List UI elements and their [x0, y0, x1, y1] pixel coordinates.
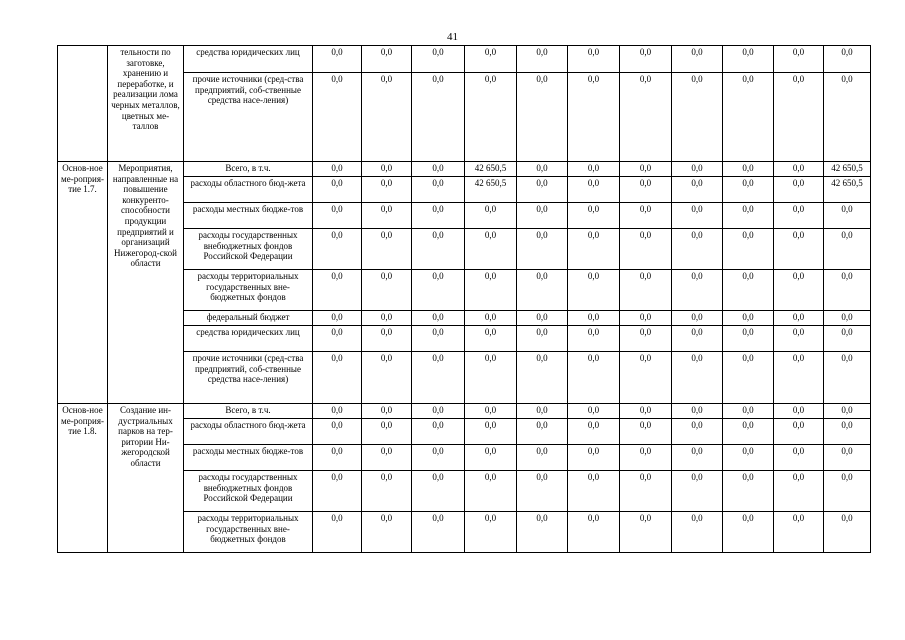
amount-cell: 0,0: [313, 471, 362, 512]
amount-cell: 0,0: [723, 445, 774, 471]
funding-source-cell: расходы местных бюдже-тов: [184, 445, 313, 471]
amount-cell: 0,0: [723, 46, 774, 73]
amount-cell: 0,0: [723, 311, 774, 326]
funding-source-cell: Всего, в т.ч.: [184, 162, 313, 177]
funding-source-cell: расходы территориальных государственных вне-бюджетных фондов: [184, 270, 313, 311]
amount-cell: 0,0: [824, 445, 871, 471]
amount-cell: 0,0: [412, 229, 465, 270]
amount-cell: 0,0: [412, 404, 465, 419]
amount-cell: 0,0: [568, 512, 620, 553]
amount-cell: 0,0: [362, 471, 412, 512]
amount-cell: 0,0: [568, 162, 620, 177]
amount-cell: 0,0: [313, 177, 362, 203]
amount-cell: 0,0: [620, 46, 672, 73]
amount-cell: 0,0: [672, 270, 723, 311]
amount-cell: 0,0: [774, 270, 824, 311]
amount-cell: 0,0: [517, 311, 568, 326]
amount-cell: 0,0: [412, 177, 465, 203]
amount-cell: 0,0: [517, 177, 568, 203]
amount-cell: 0,0: [313, 445, 362, 471]
budget-table: [57, 45, 871, 553]
amount-cell: 0,0: [412, 512, 465, 553]
amount-cell: 42 650,5: [465, 177, 517, 203]
amount-cell: 0,0: [824, 46, 871, 73]
funding-source-cell: расходы территориальных государственных вне-бюджетных фондов: [184, 512, 313, 553]
amount-cell: 0,0: [723, 162, 774, 177]
amount-cell: 0,0: [824, 311, 871, 326]
amount-cell: 42 650,5: [824, 162, 871, 177]
amount-cell: 0,0: [568, 352, 620, 404]
amount-cell: 0,0: [517, 162, 568, 177]
amount-cell: 0,0: [672, 352, 723, 404]
amount-cell: 0,0: [824, 471, 871, 512]
amount-cell: 0,0: [774, 162, 824, 177]
amount-cell: 0,0: [313, 512, 362, 553]
amount-cell: 0,0: [517, 270, 568, 311]
amount-cell: 0,0: [362, 229, 412, 270]
amount-cell: 0,0: [465, 270, 517, 311]
amount-cell: 0,0: [362, 326, 412, 352]
event-name-cell: Мероприятия, направленные на повышение конкуренто-способности продукции предприятий и организаций Нижегород-ской области: [108, 162, 184, 404]
amount-cell: 0,0: [672, 203, 723, 229]
amount-cell: 0,0: [362, 512, 412, 553]
event-number-cell: [58, 46, 108, 162]
amount-cell: 0,0: [465, 326, 517, 352]
amount-cell: 0,0: [672, 162, 723, 177]
amount-cell: 0,0: [313, 229, 362, 270]
amount-cell: 0,0: [723, 512, 774, 553]
amount-cell: 0,0: [672, 177, 723, 203]
amount-cell: 0,0: [620, 162, 672, 177]
amount-cell: 0,0: [620, 512, 672, 553]
amount-cell: 0,0: [412, 73, 465, 162]
amount-cell: 0,0: [362, 46, 412, 73]
amount-cell: 0,0: [723, 471, 774, 512]
amount-cell: 0,0: [723, 229, 774, 270]
funding-source-cell: расходы государственных внебюджетных фондов Российской Федерации: [184, 229, 313, 270]
amount-cell: 0,0: [412, 46, 465, 73]
amount-cell: 0,0: [774, 229, 824, 270]
amount-cell: 0,0: [824, 203, 871, 229]
amount-cell: 0,0: [568, 270, 620, 311]
amount-cell: 0,0: [412, 311, 465, 326]
amount-cell: 0,0: [362, 311, 412, 326]
amount-cell: 0,0: [723, 177, 774, 203]
amount-cell: 0,0: [774, 445, 824, 471]
amount-cell: 0,0: [568, 311, 620, 326]
amount-cell: 0,0: [362, 404, 412, 419]
event-name-cell: тельности по заготовке, хранению и переработке, и реализации лома черных металлов, цветных ме-таллов: [108, 46, 184, 162]
amount-cell: 0,0: [620, 73, 672, 162]
amount-cell: 0,0: [412, 471, 465, 512]
amount-cell: 0,0: [313, 404, 362, 419]
amount-cell: 0,0: [824, 512, 871, 553]
amount-cell: 0,0: [568, 445, 620, 471]
amount-cell: 0,0: [568, 177, 620, 203]
amount-cell: 0,0: [774, 471, 824, 512]
amount-cell: 0,0: [723, 326, 774, 352]
amount-cell: 42 650,5: [824, 177, 871, 203]
amount-cell: 0,0: [517, 73, 568, 162]
amount-cell: 0,0: [672, 404, 723, 419]
amount-cell: 0,0: [672, 73, 723, 162]
amount-cell: 0,0: [824, 326, 871, 352]
amount-cell: 0,0: [672, 229, 723, 270]
amount-cell: 0,0: [723, 73, 774, 162]
funding-source-cell: прочие источники (сред-ства предприятий, соб-ственные средства насе-ления): [184, 73, 313, 162]
amount-cell: 0,0: [517, 419, 568, 445]
amount-cell: 0,0: [517, 203, 568, 229]
amount-cell: 0,0: [620, 326, 672, 352]
amount-cell: 0,0: [517, 471, 568, 512]
amount-cell: 0,0: [774, 177, 824, 203]
amount-cell: 0,0: [620, 471, 672, 512]
amount-cell: 0,0: [723, 203, 774, 229]
amount-cell: 0,0: [517, 445, 568, 471]
amount-cell: 0,0: [362, 352, 412, 404]
amount-cell: 0,0: [824, 270, 871, 311]
amount-cell: 0,0: [362, 445, 412, 471]
amount-cell: 0,0: [517, 46, 568, 73]
table-row: [58, 162, 871, 177]
amount-cell: 0,0: [362, 73, 412, 162]
amount-cell: 0,0: [568, 471, 620, 512]
amount-cell: 0,0: [620, 177, 672, 203]
amount-cell: 0,0: [465, 311, 517, 326]
amount-cell: 0,0: [672, 311, 723, 326]
amount-cell: 0,0: [774, 404, 824, 419]
funding-source-cell: прочие источники (сред-ства предприятий, соб-ственные средства насе-ления): [184, 352, 313, 404]
amount-cell: 0,0: [517, 404, 568, 419]
amount-cell: 0,0: [620, 229, 672, 270]
amount-cell: 0,0: [824, 73, 871, 162]
amount-cell: 0,0: [672, 471, 723, 512]
amount-cell: 0,0: [362, 419, 412, 445]
amount-cell: 0,0: [465, 471, 517, 512]
amount-cell: 0,0: [568, 326, 620, 352]
amount-cell: 0,0: [568, 419, 620, 445]
amount-cell: 0,0: [465, 229, 517, 270]
amount-cell: 0,0: [723, 352, 774, 404]
event-number-cell: Основ-ное ме-роприя-тие 1.7.: [58, 162, 108, 404]
amount-cell: 0,0: [568, 404, 620, 419]
amount-cell: 0,0: [313, 203, 362, 229]
amount-cell: 0,0: [774, 203, 824, 229]
amount-cell: 0,0: [620, 203, 672, 229]
funding-source-cell: средства юридических лиц: [184, 46, 313, 73]
amount-cell: 0,0: [774, 73, 824, 162]
amount-cell: 0,0: [362, 162, 412, 177]
amount-cell: 42 650,5: [465, 162, 517, 177]
amount-cell: 0,0: [412, 326, 465, 352]
page-number: 41: [447, 31, 458, 43]
amount-cell: 0,0: [465, 352, 517, 404]
amount-cell: 0,0: [824, 419, 871, 445]
amount-cell: 0,0: [620, 270, 672, 311]
amount-cell: 0,0: [568, 46, 620, 73]
amount-cell: 0,0: [672, 326, 723, 352]
amount-cell: 0,0: [362, 270, 412, 311]
amount-cell: 0,0: [465, 46, 517, 73]
amount-cell: 0,0: [723, 270, 774, 311]
amount-cell: 0,0: [313, 311, 362, 326]
amount-cell: 0,0: [465, 445, 517, 471]
amount-cell: 0,0: [313, 46, 362, 73]
amount-cell: 0,0: [568, 203, 620, 229]
amount-cell: 0,0: [362, 203, 412, 229]
amount-cell: 0,0: [824, 352, 871, 404]
event-name-cell: Создание ин-дустриальных парков на тер-ритории Ни-жегородской области: [108, 404, 184, 553]
amount-cell: 0,0: [465, 73, 517, 162]
amount-cell: 0,0: [723, 419, 774, 445]
amount-cell: 0,0: [568, 229, 620, 270]
amount-cell: 0,0: [412, 203, 465, 229]
table-row: [58, 46, 871, 73]
amount-cell: 0,0: [362, 177, 412, 203]
amount-cell: 0,0: [465, 512, 517, 553]
amount-cell: 0,0: [774, 326, 824, 352]
amount-cell: 0,0: [620, 404, 672, 419]
table-row: [58, 404, 871, 419]
amount-cell: 0,0: [620, 311, 672, 326]
amount-cell: 0,0: [774, 512, 824, 553]
amount-cell: 0,0: [672, 46, 723, 73]
amount-cell: 0,0: [723, 404, 774, 419]
amount-cell: 0,0: [774, 352, 824, 404]
amount-cell: 0,0: [824, 229, 871, 270]
amount-cell: 0,0: [313, 419, 362, 445]
amount-cell: 0,0: [313, 326, 362, 352]
amount-cell: 0,0: [620, 352, 672, 404]
amount-cell: 0,0: [824, 404, 871, 419]
funding-source-cell: расходы областного бюд-жета: [184, 177, 313, 203]
amount-cell: 0,0: [517, 352, 568, 404]
event-number-cell: Основ-ное ме-роприя-тие 1.8.: [58, 404, 108, 553]
amount-cell: 0,0: [672, 445, 723, 471]
amount-cell: 0,0: [465, 404, 517, 419]
amount-cell: 0,0: [517, 326, 568, 352]
funding-source-cell: расходы местных бюдже-тов: [184, 203, 313, 229]
amount-cell: 0,0: [313, 270, 362, 311]
amount-cell: 0,0: [672, 512, 723, 553]
amount-cell: 0,0: [672, 419, 723, 445]
amount-cell: 0,0: [412, 445, 465, 471]
amount-cell: 0,0: [620, 419, 672, 445]
amount-cell: 0,0: [517, 512, 568, 553]
amount-cell: 0,0: [620, 445, 672, 471]
amount-cell: 0,0: [774, 46, 824, 73]
funding-source-cell: федеральный бюджет: [184, 311, 313, 326]
amount-cell: 0,0: [313, 73, 362, 162]
amount-cell: 0,0: [774, 311, 824, 326]
funding-source-cell: Всего, в т.ч.: [184, 404, 313, 419]
amount-cell: 0,0: [568, 73, 620, 162]
amount-cell: 0,0: [313, 352, 362, 404]
amount-cell: 0,0: [465, 203, 517, 229]
amount-cell: 0,0: [774, 419, 824, 445]
amount-cell: 0,0: [517, 229, 568, 270]
amount-cell: 0,0: [412, 270, 465, 311]
amount-cell: 0,0: [412, 162, 465, 177]
funding-source-cell: расходы государственных внебюджетных фондов Российской Федерации: [184, 471, 313, 512]
amount-cell: 0,0: [465, 419, 517, 445]
funding-source-cell: расходы областного бюд-жета: [184, 419, 313, 445]
amount-cell: 0,0: [412, 352, 465, 404]
funding-source-cell: средства юридических лиц: [184, 326, 313, 352]
amount-cell: 0,0: [412, 419, 465, 445]
amount-cell: 0,0: [313, 162, 362, 177]
